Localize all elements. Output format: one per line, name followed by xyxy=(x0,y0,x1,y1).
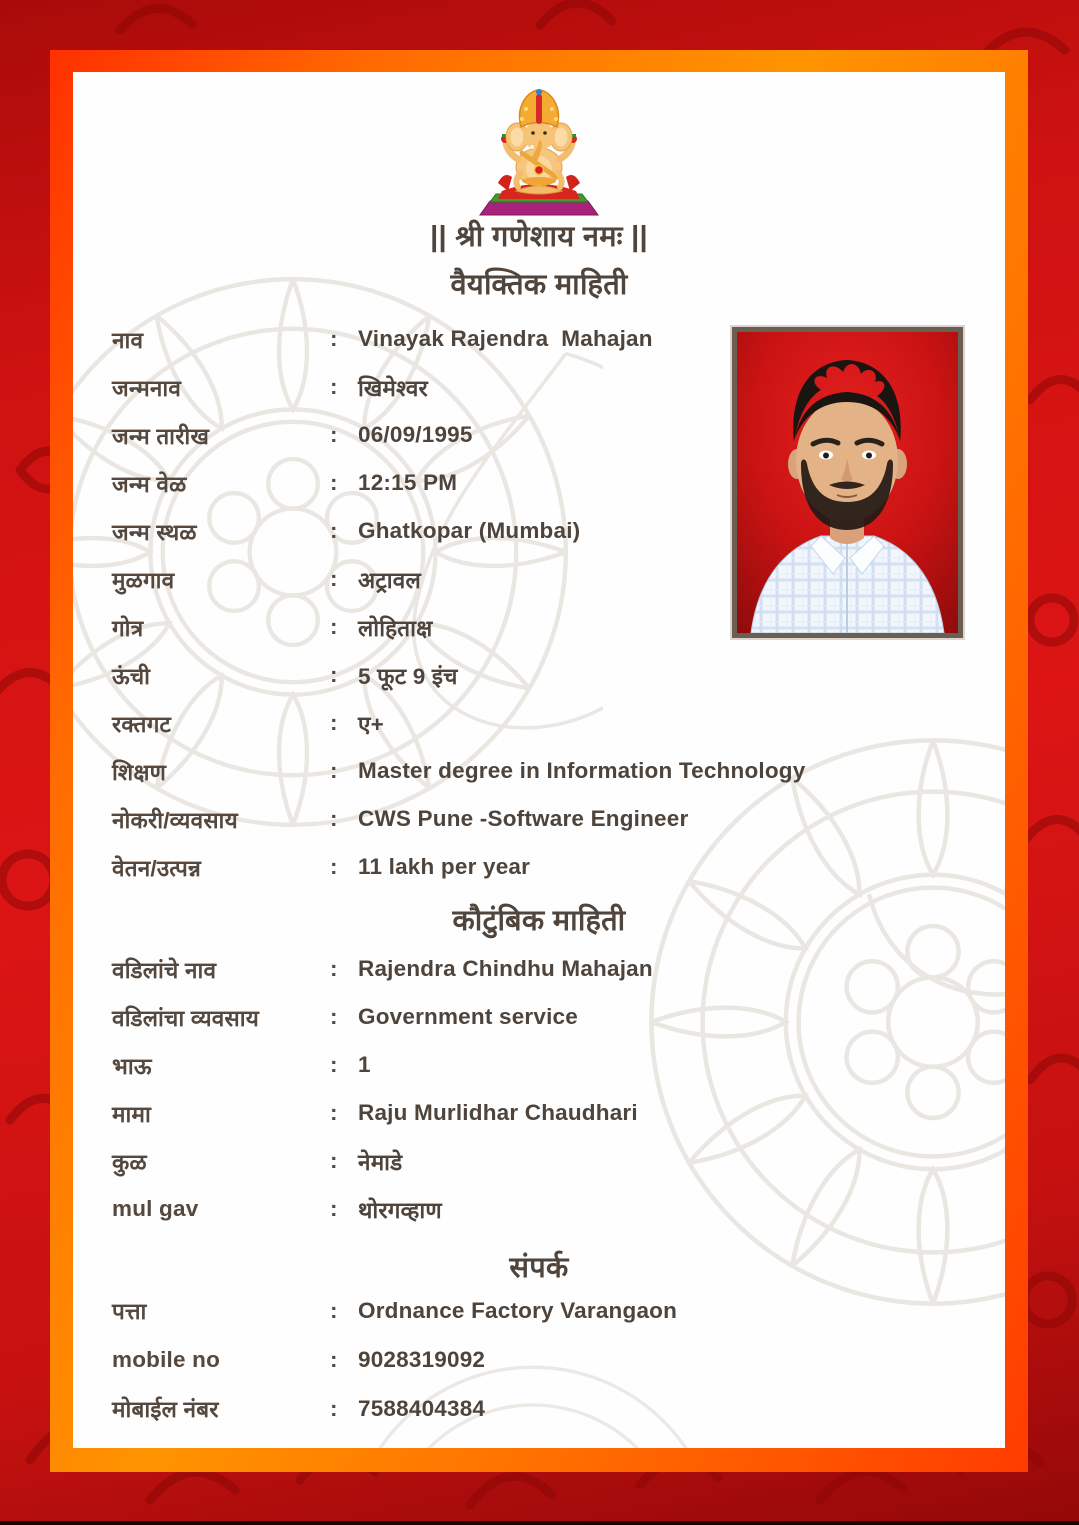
field-label: रक्तगट xyxy=(112,711,172,737)
field-row-blood-group xyxy=(73,699,1005,747)
field-label: नोकरी/व्यवसाय xyxy=(112,807,238,833)
colon-separator: : xyxy=(330,1196,338,1221)
field-value: 9028319092 xyxy=(358,1346,486,1372)
colon-separator: : xyxy=(330,1004,338,1029)
field-row-income xyxy=(73,843,1005,891)
field-row-brothers xyxy=(73,1041,1005,1089)
personal-section-title: वैयक्तिक माहिती xyxy=(450,269,628,301)
field-value: नेमाडे xyxy=(358,1149,403,1175)
field-row-maternal-uncle xyxy=(73,1089,1005,1137)
field-value: ए+ xyxy=(358,711,384,737)
profile-photo xyxy=(732,327,963,638)
field-row-mul-gav xyxy=(73,1185,1005,1233)
field-row-occupation xyxy=(73,795,1005,843)
field-label: जन्म स्थळ xyxy=(112,519,197,545)
field-value: 1 xyxy=(358,1052,371,1077)
invocation-heading: || श्री गणेशाय नमः || xyxy=(430,221,648,253)
field-value: Master degree in Information Technology xyxy=(358,758,806,783)
field-row-height xyxy=(73,651,1005,699)
field-label: वडिलांचे नाव xyxy=(112,957,217,983)
field-value: CWS Pune -Software Engineer xyxy=(358,806,689,831)
field-row-clan xyxy=(73,1137,1005,1185)
colon-separator: : xyxy=(330,1395,338,1421)
field-label: जन्म वेळ xyxy=(112,471,187,497)
colon-separator: : xyxy=(330,518,338,543)
family-fields xyxy=(73,945,1005,1233)
field-label: mul gav xyxy=(112,1196,199,1221)
colon-separator: : xyxy=(330,1052,338,1077)
field-value: 12:15 PM xyxy=(358,470,458,495)
family-section-title: कौटुंबिक माहिती xyxy=(452,905,626,937)
field-value: Raju Murlidhar Chaudhari xyxy=(358,1100,638,1125)
field-label: गोत्र xyxy=(112,615,144,641)
field-label: शिक्षण xyxy=(112,759,167,785)
field-label: पत्ता xyxy=(112,1299,147,1324)
field-label: नाव xyxy=(112,327,144,353)
field-label: जन्मनाव xyxy=(112,375,182,401)
colon-separator: : xyxy=(330,422,338,447)
field-row-mobile-2 xyxy=(73,1384,1005,1433)
field-label: मोबाईल नंबर xyxy=(112,1397,219,1422)
field-row-education xyxy=(73,747,1005,795)
field-value: 06/09/1995 xyxy=(358,422,473,447)
field-label: ऊंची xyxy=(112,663,151,689)
colon-separator: : xyxy=(330,710,338,735)
colon-separator: : xyxy=(330,374,338,399)
field-row-father-name xyxy=(73,945,1005,993)
colon-separator: : xyxy=(330,1148,338,1173)
field-value: खिमेश्वर xyxy=(358,375,428,401)
field-value: Vinayak Rajendra Mahajan xyxy=(358,326,653,351)
colon-separator: : xyxy=(330,326,338,351)
field-label: मामा xyxy=(112,1101,151,1127)
field-value: Ordnance Factory Varangaon xyxy=(358,1297,678,1323)
colon-separator: : xyxy=(330,956,338,981)
field-value: 7588404384 xyxy=(358,1395,486,1421)
contact-section-title: संपर्क xyxy=(509,1252,569,1284)
colon-separator: : xyxy=(330,566,338,591)
field-label: मुळगाव xyxy=(112,567,175,593)
field-label: भाऊ xyxy=(112,1053,152,1079)
colon-separator: : xyxy=(330,662,338,687)
colon-separator: : xyxy=(330,1297,338,1323)
field-label: वडिलांचा व्यवसाय xyxy=(112,1005,259,1031)
colon-separator: : xyxy=(330,806,338,831)
colon-separator: : xyxy=(330,1346,338,1372)
field-value: अट्रावल xyxy=(358,567,421,593)
colon-separator: : xyxy=(330,614,338,639)
field-value: लोहिताक्ष xyxy=(358,615,433,641)
field-label: कुळ xyxy=(112,1149,147,1175)
colon-separator: : xyxy=(330,470,338,495)
field-value: Rajendra Chindhu Mahajan xyxy=(358,956,653,981)
bottom-dark-edge xyxy=(0,1521,1079,1525)
field-row-father-occupation xyxy=(73,993,1005,1041)
field-label: जन्म तारीख xyxy=(112,423,210,449)
colon-separator: : xyxy=(330,854,338,879)
colon-separator: : xyxy=(330,1100,338,1125)
ganesha-idol-image xyxy=(473,85,605,217)
field-label: वेतन/उत्पन्न xyxy=(112,855,202,881)
contact-fields xyxy=(73,1286,1005,1433)
field-value: Government service xyxy=(358,1004,578,1029)
field-row-mobile-1 xyxy=(73,1335,1005,1384)
field-row-address xyxy=(73,1286,1005,1335)
field-label: mobile no xyxy=(112,1346,221,1372)
colon-separator: : xyxy=(330,758,338,783)
biodata-card xyxy=(73,72,1005,1448)
field-value: Ghatkopar (Mumbai) xyxy=(358,518,581,543)
field-value: थोरगव्हाण xyxy=(358,1197,442,1223)
field-value: 5 फूट 9 इंच xyxy=(358,663,458,689)
field-value: 11 lakh per year xyxy=(358,854,531,879)
